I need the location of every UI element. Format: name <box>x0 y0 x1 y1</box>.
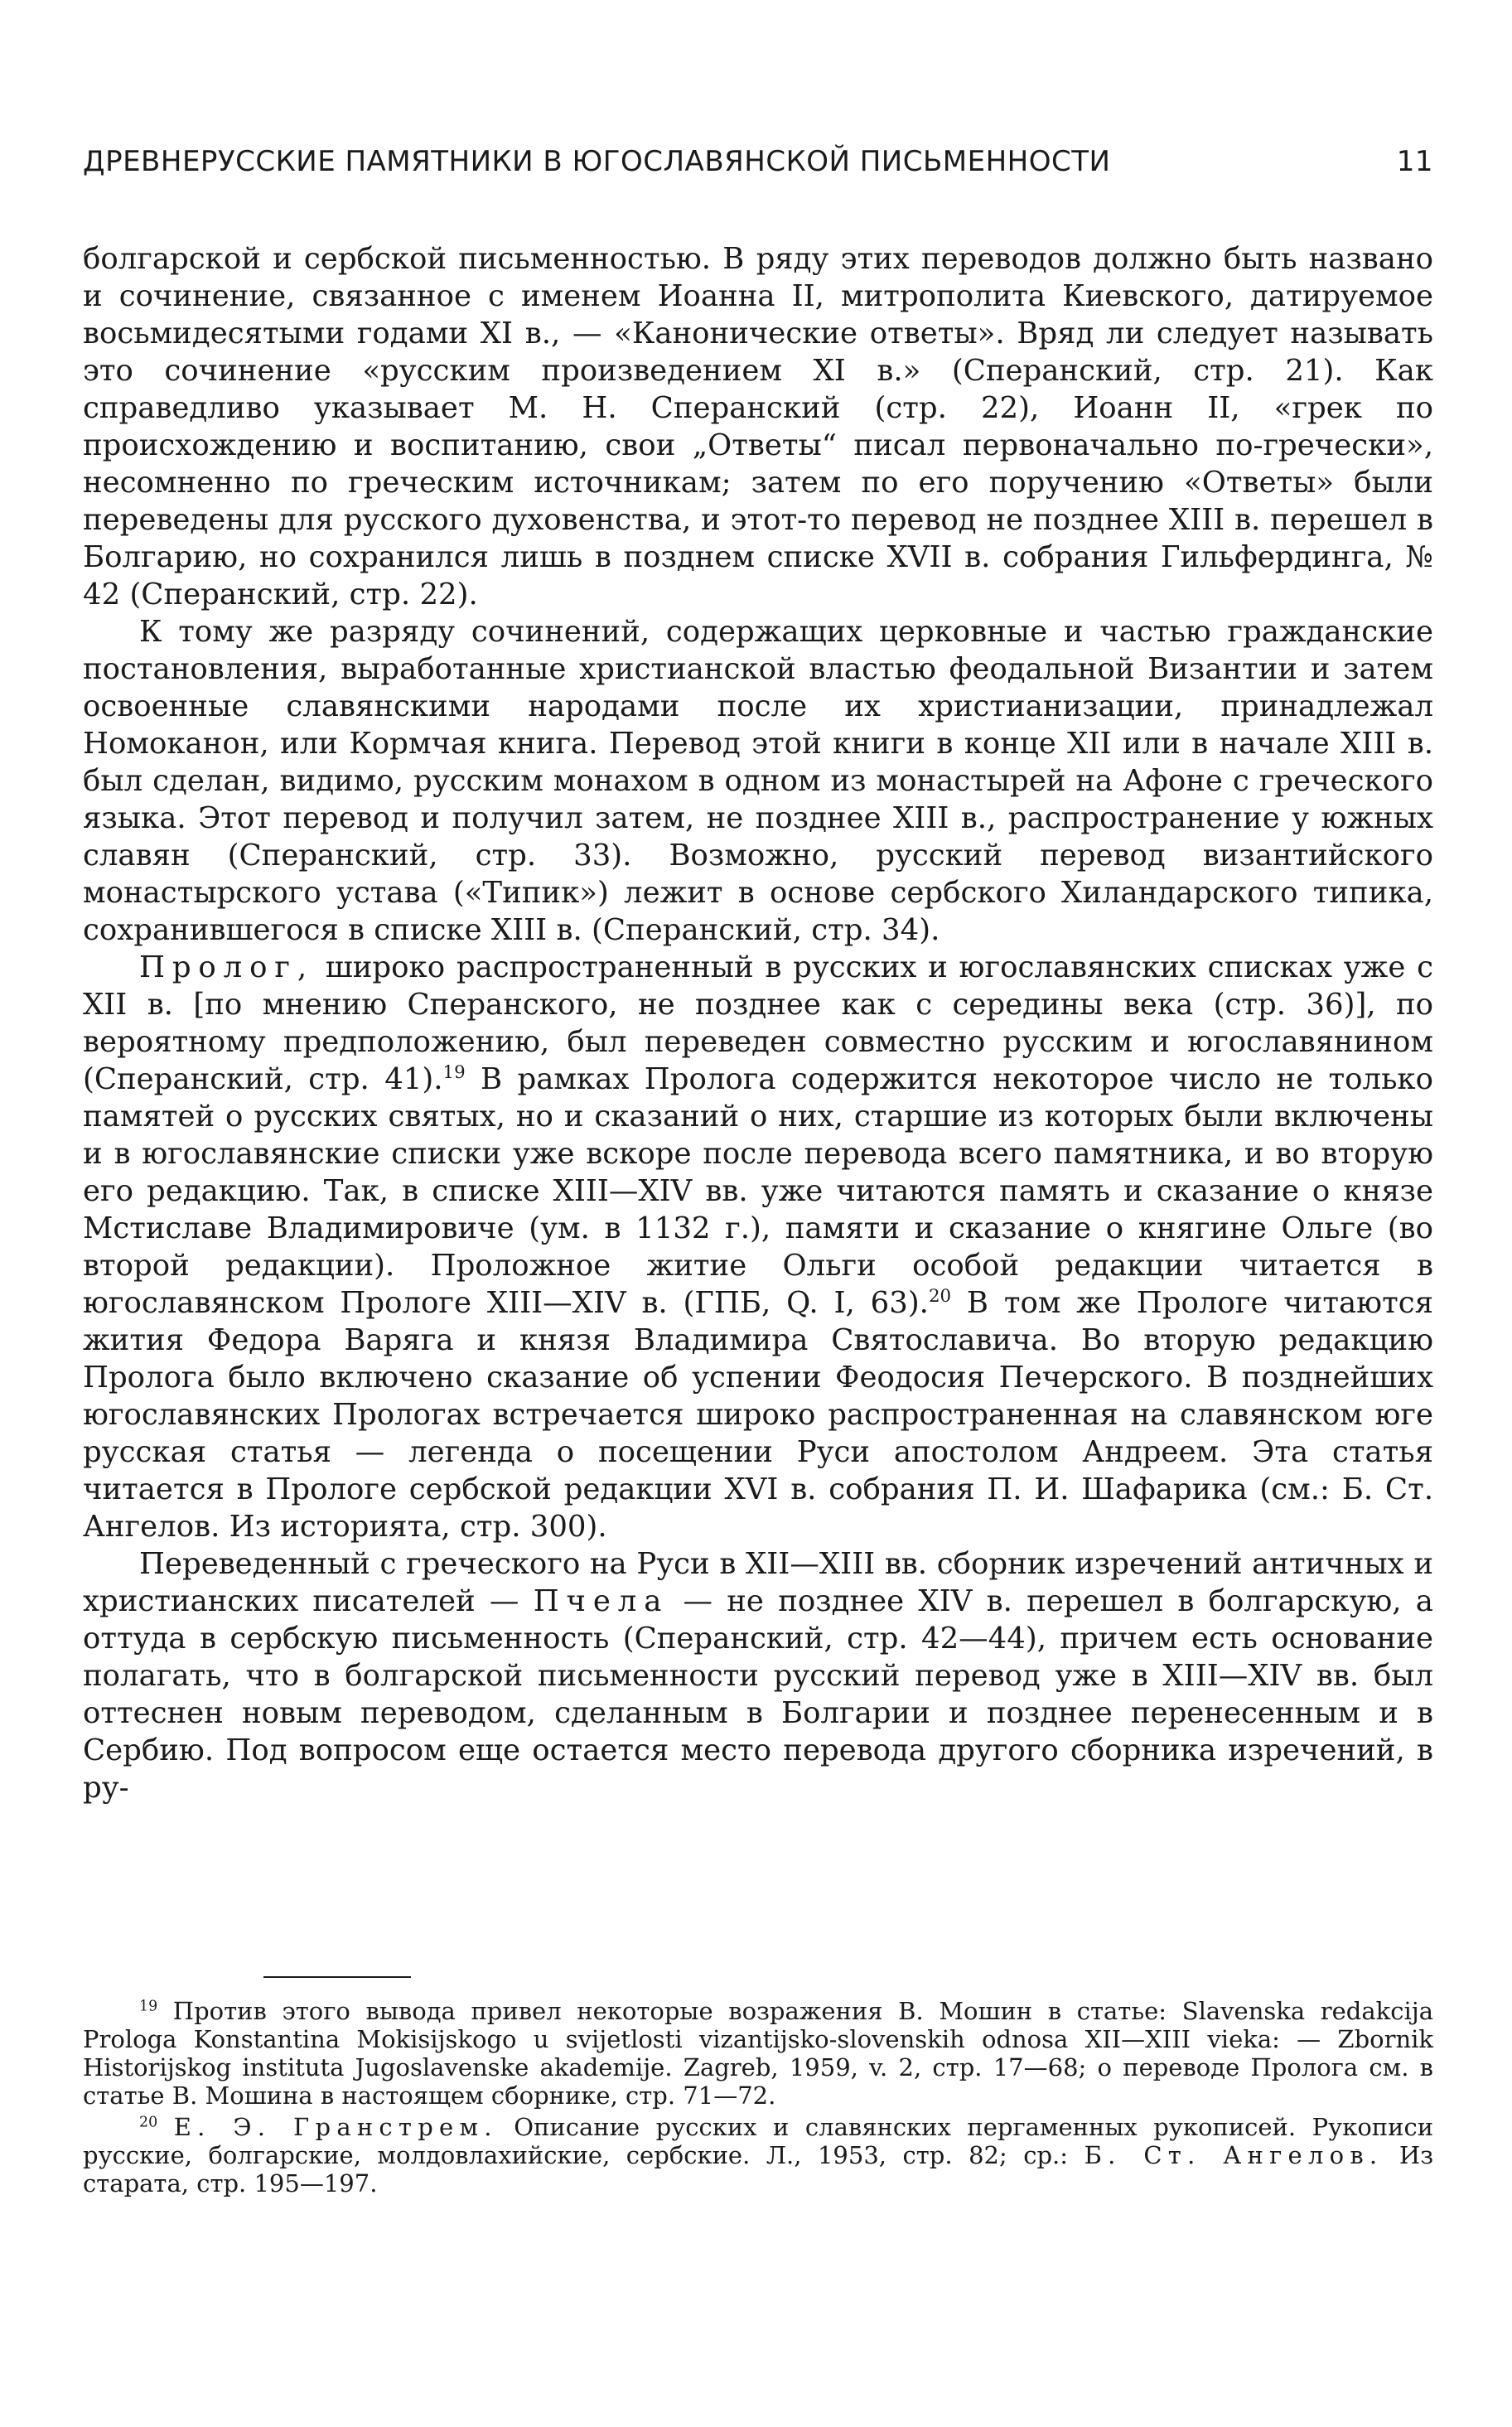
paragraph-2: К тому же разряду сочинений, содержащих церковные и частью гражданские постановления, выработанные христианской властью феодальной Византии и затем освоенные славянскими народами после их христианизации, принадлежал Номоканон, или Кормчая книга. Перевод этой книги в конце XII или в начале XIII в. был сделан, видимо, русским монахом в одном из монастырей на Афоне с греческого языка. Этот перевод и получил затем, не позднее XIII в., распространение у южных славян (Сперанский, стр. 33). Возможно, русский перевод византийского монастырского устава («Типик») лежит в основе сербского Хиландарского типика, сохранившегося в списке XIII в. (Сперанский, стр. 34). <box>83 615 1433 947</box>
footnotes <box>83 1997 1433 2201</box>
footnote-text: Из старата, стр. 195—197. <box>83 2141 1434 2197</box>
footnote-20 <box>83 2113 1433 2197</box>
paragraph-1: болгарской и сербской письменностью. В ряду этих переводов должно быть названо и сочинение, связанное с именем Иоанна II, митрополита Киевского, датируемое восьмидесятыми годами XI в., — «Канонические ответы». Вряд ли следует называть это сочинение «русским произведением XI в.» (Сперанский, стр. 21). Как справедливо указывает М. Н. Сперанский (стр. 22), Иоанн II, «грек по происхождению и воспитанию, свои „Ответы“ писал первоначально по-гречески», несомненно по греческим источникам; затем по его поручению «Ответы» были переведены для русского духовенства, и этот-то перевод не позднее XIII в. перешел в Болгарию, но сохранился лишь в позднем списке XVII в. собрания Гильфердинга, № 42 (Сперанский, стр. 22). <box>83 242 1433 612</box>
paragraph-4-part-b: — не позднее XIV в. перешел в болгарскую, а оттуда в сербскую письменность (Сперанский, стр. 42—44), причем есть основание полагать, что в болгарской письменности русский перевод уже в XIII—XIV вв. был оттеснен новым переводом, сделанным в Болгарии и позднее перенесенным и в Сербию. Под вопросом еще остается место перевода другого сборника изречений, в ру- <box>83 1584 1433 1805</box>
footnote-author: Е. Э. Гранстрем. <box>173 2113 498 2141</box>
paragraph-3-part-c: В том же Прологе читаются жития Федора Варяга и князя Владимира Святославича. Во вторую редакцию Пролога было включено сказание об успении Феодосия Печерского. В позднейших югославянских Прологах встречается широко распространенная на славянском юге русская статья — легенда о посещении Руси апостолом Андреем. Эта статья читается в Прологе сербской редакции XVI в. собрания П. И. Шафарика (см.: Б. Ст. Ангелов. Из историята, стр. 300). <box>83 1286 1433 1544</box>
footnote-author: Б. Ст. Ангелов. <box>1084 2141 1384 2169</box>
paragraph-4-part-a: Переведенный с греческого на Руси в XII—XIII вв. сборник изречений античных и христианских писателей — <box>83 1547 1433 1618</box>
footnote-text: Описание русских и славянских пергаменных рукописей. Рукописи русские, болгарские, молдовлахийские, сербские. Л., 1953, стр. 82; ср.: <box>83 2113 1434 2169</box>
paragraph-3-part-a: широко распространенный в русских и югославянских списках уже с XII в. [по мнению Сперанского, не позднее как с середины века (стр. 36)], по вероятному предположению, был переведен совместно русским и югославянином (Сперанский, стр. 41). <box>83 950 1433 1096</box>
footnote-ref-19[interactable]: 19 <box>442 1062 466 1084</box>
paragraph-3 <box>83 949 1433 1545</box>
footnote-number: 19 <box>139 1998 158 2015</box>
footnote-text: Против этого вывода привел некоторые возражения В. Мошин в статье: Slavenska redakcija Prologa Konstantina Mokisijskogo u svijetlosti vizantijsko-slovenskih odnosa XII—XIII vieka: — Zbornik Historijskog instituta Jugoslavenske akademije. Zagreb, 1959, v. 2, стр. 17—68; о переводе Пролога см. в статье В. Мошина в настоящем сборнике, стр. 71—72. <box>83 1997 1434 2110</box>
pchela-term: Пчела <box>533 1584 669 1618</box>
running-head <box>83 145 1433 178</box>
paragraph-4 <box>83 1545 1433 1806</box>
main-text <box>83 240 1433 1806</box>
page-number: 11 <box>1396 145 1433 178</box>
footnote-ref-20[interactable]: 20 <box>928 1286 952 1308</box>
footnote-divider <box>263 1976 411 1978</box>
footnote-19 <box>83 1997 1433 2110</box>
running-title: ДРЕВНЕРУССКИЕ ПАМЯТНИКИ В ЮГОСЛАВЯНСКОЙ ПИСЬМЕННОСТИ <box>83 145 1111 178</box>
paragraph-3-part-b: В рамках Пролога содержится некоторое число не только памятей о русских святых, но и сказаний о них, старшие из которых были включены и в югославянские списки уже вскоре после перевода всего памятника, и во вторую его редакцию. Так, в списке XIII—XIV вв. уже читаются память и сказание о князе Мстиславе Владимировиче (ум. в 1132 г.), памяти и сказание о княгине Ольге (во второй редакции). Проложное житие Ольги особой редакции читается в югославянском Прологе XIII—XIV в. (ГПБ, Q. I, 63). <box>83 1062 1433 1320</box>
footnote-number: 20 <box>139 2114 158 2131</box>
prolog-term: Пролог, <box>139 950 314 984</box>
